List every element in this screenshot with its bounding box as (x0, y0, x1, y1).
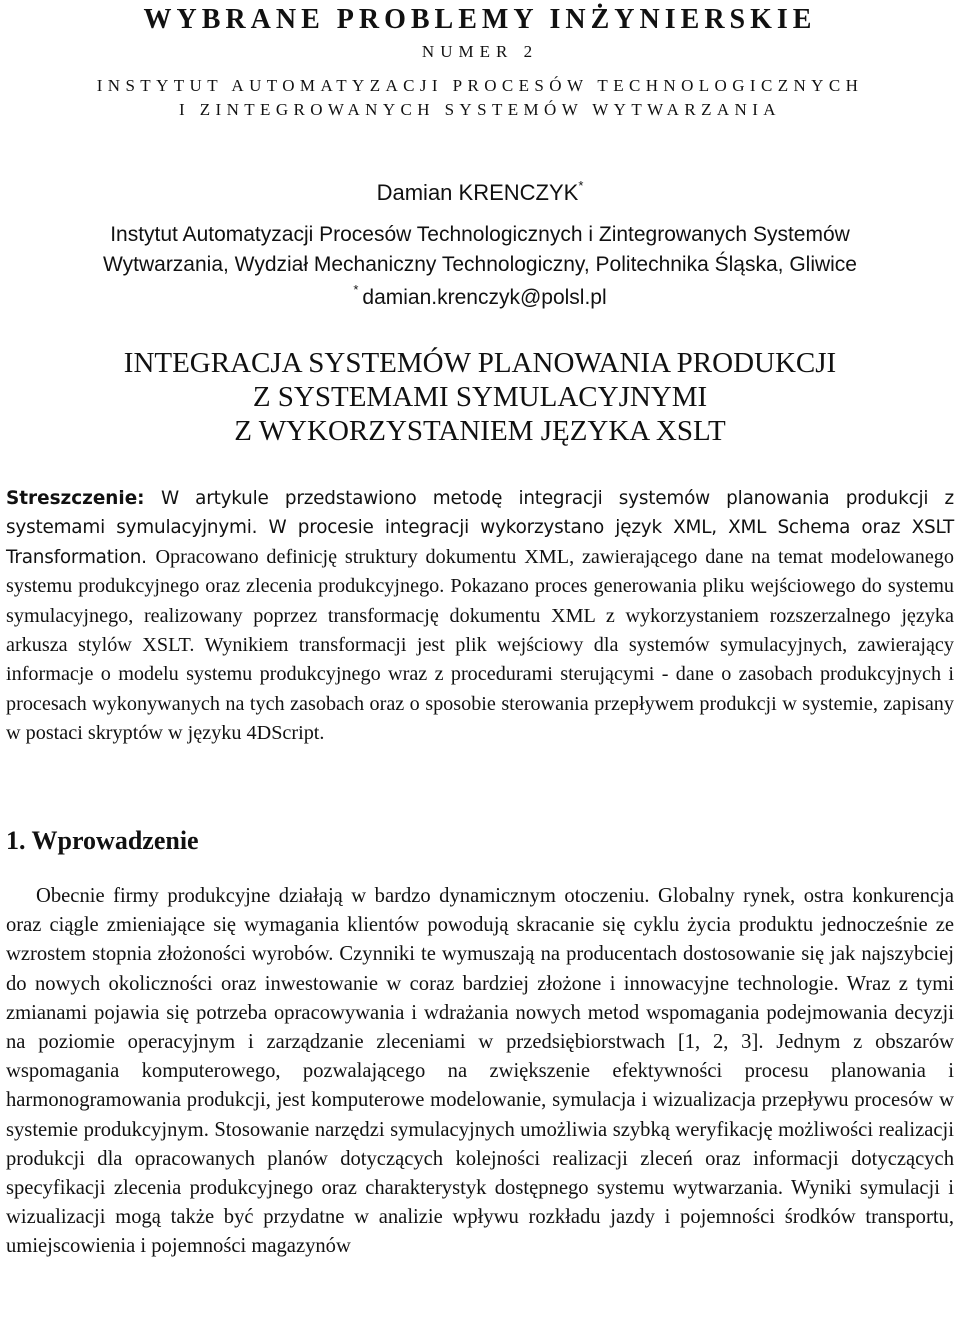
author-email-text: damian.krenczyk@polsl.pl (362, 286, 607, 309)
author-name (0, 178, 960, 206)
journal-number: NUMER 2 (421, 42, 539, 61)
abstract-label: Streszczenie: (6, 488, 145, 509)
affiliation-line-1: Instytut Automatyzacji Procesów Technologicznych i Zintegrowanych Systemów (110, 223, 850, 246)
paper-title-line-2: Z SYSTEMAMI SYMULACYJNYMI (252, 381, 708, 413)
email-marker: * (353, 282, 359, 297)
author-email (0, 282, 960, 310)
journal-title: WYBRANE PROBLEMY INŻYNIERSKIE (143, 4, 817, 35)
section-heading: 1. Wprowadzenie (6, 826, 199, 855)
author-name-text: Damian KRENCZYK (376, 180, 579, 205)
affiliation-line-2: Wytwarzania, Wydział Mechaniczny Technologiczny, Politechnika Śląska, Gliwice (103, 253, 857, 276)
abstract (6, 484, 954, 749)
paper-title (0, 346, 960, 448)
abstract-text-part-2: Opracowano definicję struktury dokumentu XML, zawierającego dane na temat modelowanego systemu produkcyjnego oraz zlecenia produkcyjnego. Pokazano proces generowania pliku wejściowego do systemu symulacyjnego, realizowany poprzez transformację dokumentu XML z wykorzystaniem rozszerzalnego języka arkusza stylów XSLT. Wynikiem transformacji jest plik wejściowy dla systemów symulacyjnych, zawierający informacje o modelu systemu produkcyjnego wraz z procedurami sterującymi - dane o zasobach produkcyjnych i procesach wykonywanych na tych zasobach oraz o sposobie sterowania przepływem produkcji w systemie, zapisany w postaci skryptów w języku 4DScript. (6, 545, 954, 745)
section-paragraph: Obecnie firmy produkcyjne działają w bardzo dynamicznym otoczeniu. Globalny rynek, ostra konkurencja oraz ciągle zmieniające się wymagania klientów powodują skracanie się cyklu życia produktu jednocześnie ze wzrostem stopnia złożoności wyrobów. Czynniki te wymuszają na producentach dostosowanie się jak najszybciej do nowych okoliczności oraz inwestowanie w coraz bardziej złożone i innowacyjne technologie. Wraz z tymi zmianami pojawia się potrzeba opracowywania i wdrażania nowych metod wspomagania podejmowania decyzji na poziomie operacyjnym i zarządzanie zleceniami w przedsiębiorstwach [1, 2, 3]. Jednym z obszarów wspomagania komputerowego, pozwalającego na zwiększenie efektywności procesu planowania i harmonogramowania produkcji, jest komputerowe modelowanie, symulacja i wizualizacja przepływu procesów w systemie produkcyjnym. Stosowanie narzędzi symulacyjnych umożliwia szybką weryfikację możliwości realizacji produkcji dla opracowanych planów dotyczących kolejności realizacji zleceń oraz informacji dotyczących specyfikacji zlecenia produkcyjnego oraz charakterystyk dostępnego systemu wytwarzania. Wyniki symulacji i wizualizacji mogą także być przydatne w analizie wpływu rozkładu jazdy i pojemności środków transportu, umiejscowienia i pojemności magazynów (6, 885, 954, 1258)
abstract-text-part-1: W artykule przedstawiono metodę integracji systemów planowania produkcji z systemami symulacyjnymi. W procesie integracji wykorzystano język XML, XML Schema oraz XSLT Transformation. (6, 488, 954, 568)
paper-title-line-1: INTEGRACJA SYSTEMÓW PLANOWANIA PRODUKCJI (123, 347, 837, 379)
institute-name-line-2: I ZINTEGROWANYCH SYSTEMÓW WYTWARZANIA (179, 100, 781, 119)
paper-title-line-3: Z WYKORZYSTANIEM JĘZYKA XSLT (234, 415, 726, 447)
institute-name-line-1: INSTYTUT AUTOMATYZACJI PROCESÓW TECHNOLOGICZNYCH (96, 76, 864, 95)
author-marker: * (578, 178, 584, 193)
